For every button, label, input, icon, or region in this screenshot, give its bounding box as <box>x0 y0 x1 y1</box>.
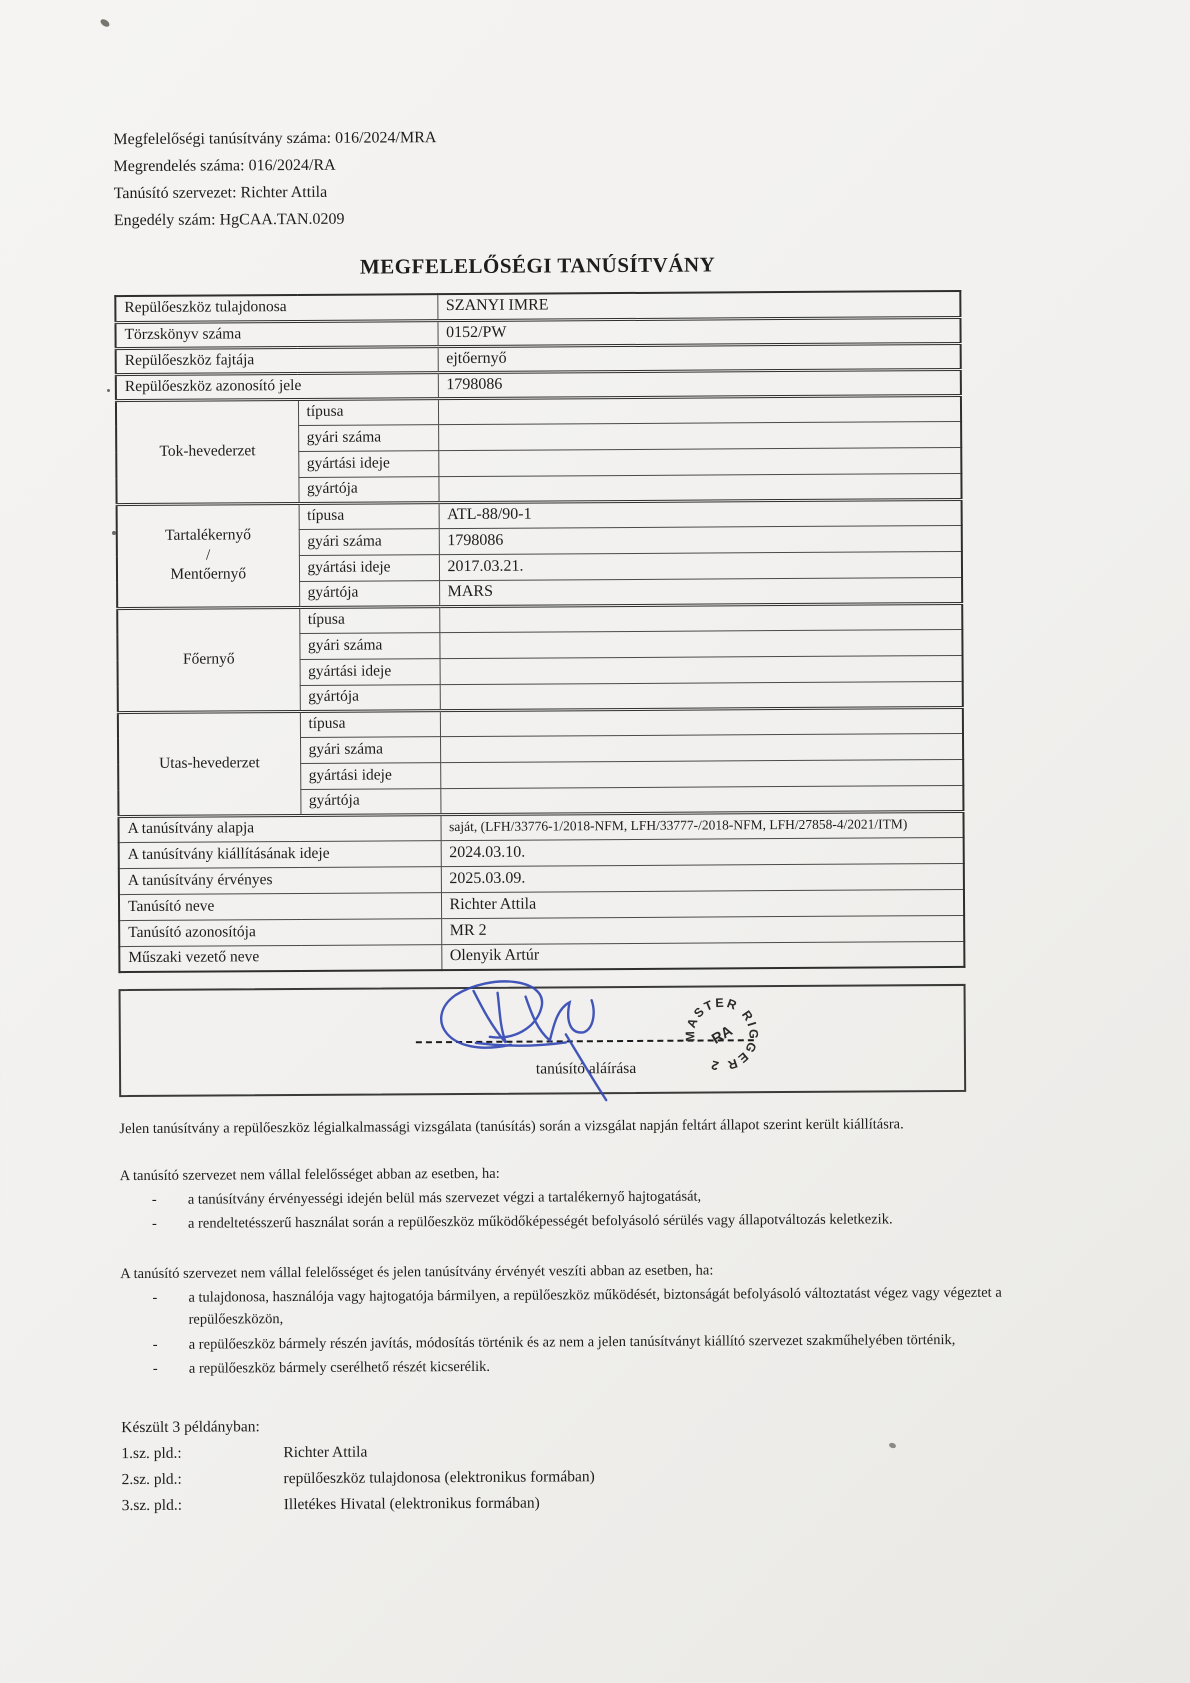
copy-value: Illetékes Hivatal (elektronikus formában) <box>283 1494 540 1513</box>
page-title: MEGFELELŐSÉGI TANÚSÍTVÁNY <box>359 252 716 279</box>
row-value: 2017.03.21. <box>439 551 962 580</box>
signature-ink <box>415 974 691 1106</box>
row-label: Műszaki vezető neve <box>119 944 441 972</box>
list-item-text: a repülőeszköz bármely részén javítás, módosítás történik és az nem a jelen tanúsítványt kiállító szervezet szakműhelyében történik, <box>188 1331 956 1353</box>
group-label: Tok-hevederzet <box>116 399 299 504</box>
list-item <box>152 1183 1050 1211</box>
certifier-org-line: Tanúsító szervezet: Richter Attila <box>113 183 328 203</box>
row-label: Tanúsító neve <box>119 892 441 920</box>
row-label: Törzskönyv száma <box>115 320 437 348</box>
row-value: MARS <box>439 577 962 606</box>
sub-label: gyártója <box>300 684 440 711</box>
row-value <box>439 603 962 632</box>
row-value <box>438 473 961 502</box>
row-value <box>439 629 962 658</box>
liability-heading: A tanúsító szervezet nem vállal felelősséget és jelen tanúsítvány érvényét veszíti abban az esetben, ha: <box>120 1262 714 1283</box>
row-label: A tanúsítvány alapja <box>118 814 440 842</box>
scan-artifact <box>112 531 116 535</box>
copy-label: 3.sz. pld.: <box>121 1496 183 1514</box>
sub-label: gyártási ideje <box>299 554 439 581</box>
copy-label: 2.sz. pld.: <box>121 1470 182 1488</box>
row-value: 0152/PW <box>437 317 960 346</box>
row-label: Tanúsító azonosítója <box>119 918 441 946</box>
copy-row <box>122 1486 1190 1519</box>
list-item <box>152 1281 1050 1331</box>
row-value: Richter Attila <box>441 889 964 918</box>
list-item-text: a repülőeszköz bármely cserélhető részét kicserélik. <box>188 1359 491 1378</box>
row-value <box>440 707 963 736</box>
list-item-text: a tanúsítvány érvényességi idején belül más szervezet végzi a tartalékernyő hajtogatását, <box>187 1188 702 1208</box>
sub-label: típusa <box>300 710 440 737</box>
row-value: 2024.03.10. <box>441 837 964 866</box>
row-value: 2025.03.09. <box>441 863 964 892</box>
group-label: Tartalékernyő / Mentőernyő <box>117 503 300 608</box>
dash-bullet: - <box>152 1336 158 1353</box>
dash-bullet: - <box>152 1361 158 1378</box>
row-value: Olenyik Artúr <box>441 941 964 970</box>
row-value <box>438 421 961 450</box>
sub-label: típusa <box>299 502 439 529</box>
order-number-line: Megrendelés száma: 016/2024/RA <box>113 156 336 176</box>
list-item-text: a rendeltetésszerű használat során a repülőeszköz működőképességét befolyásoló sérülés vagy állapotváltozás keletkezik. <box>187 1211 893 1233</box>
permit-number-line: Engedély szám: HgCAA.TAN.0209 <box>113 210 345 230</box>
row-value <box>440 655 963 684</box>
sub-label: típusa <box>299 606 439 633</box>
row-value <box>438 447 961 476</box>
row-value <box>440 785 963 814</box>
row-value <box>440 759 963 788</box>
row-label: A tanúsítvány érvényes <box>119 866 441 894</box>
stamp-ring-text: MASTER RIGGER 2 <box>683 995 761 1073</box>
signature-box <box>119 984 967 1097</box>
sub-label: gyári száma <box>298 424 438 451</box>
sub-label: típusa <box>298 398 438 425</box>
signature-caption: tanúsító aláírása <box>535 1059 637 1078</box>
sub-label: gyári száma <box>299 632 439 659</box>
sub-label: gyártója <box>299 580 439 607</box>
row-value: saját, (LFH/33776-1/2018-NFM, LFH/33777-/2018-NFM, LFH/27858-4/2021/ITM) <box>440 811 963 840</box>
row-label: Repülőeszköz tulajdonosa <box>115 294 437 322</box>
row-label: A tanúsítvány kiállításának ideje <box>119 840 441 868</box>
dash-bullet: - <box>151 1191 157 1208</box>
certificate-table <box>114 290 965 973</box>
dash-bullet: - <box>152 1289 158 1306</box>
row-value: MR 2 <box>441 915 964 944</box>
sub-label: gyártási ideje <box>298 450 438 477</box>
group-label: Utas-hevederzet <box>118 711 301 816</box>
row-value: ejtőernyő <box>438 343 961 372</box>
sub-label: gyártója <box>300 788 440 815</box>
copy-value: Richter Attila <box>283 1443 368 1461</box>
row-value: SZANYI IMRE <box>437 291 960 320</box>
sub-label: gyártója <box>298 476 438 503</box>
row-value <box>438 395 961 424</box>
document-header <box>113 120 1186 235</box>
row-label: Repülőeszköz fajtája <box>116 346 438 374</box>
row-value: 1798086 <box>439 525 962 554</box>
dash-bullet: - <box>151 1216 157 1233</box>
row-value <box>440 733 963 762</box>
list-item-text: a tulajdonosa, használója vagy hajtogatója bármilyen, a repülőeszköz működését, biztonságát befolyásoló változtatást végez vagy végeztet a repülőeszközön, <box>188 1284 1002 1329</box>
liability-section-1 <box>120 1162 1050 1236</box>
sub-label: gyártási ideje <box>300 658 440 685</box>
sub-label: gyártási ideje <box>300 762 440 789</box>
copies-heading: Készült 3 példányban: <box>121 1418 260 1436</box>
row-value: ATL-88/90-1 <box>439 499 962 528</box>
note-paragraph: Jelen tanúsítvány a repülőeszköz légialkalmassági vizsgálata (tanúsítás) során a vizsgálat napján feltárt állapot szerint került kiállításra. <box>119 1116 904 1138</box>
certificate-number-line: Megfelelőségi tanúsítvány száma: 016/2024/MRA <box>113 129 437 149</box>
stamp-center-text: RA <box>709 1023 736 1048</box>
sub-label: gyári száma <box>299 528 439 555</box>
row-value: 1798086 <box>438 369 961 398</box>
group-label: Főernyő <box>117 607 300 712</box>
liability-section-2 <box>120 1260 1051 1381</box>
table-row <box>119 941 964 972</box>
copy-label: 1.sz. pld.: <box>121 1444 182 1462</box>
row-label: Repülőeszköz azonosító jele <box>116 372 438 400</box>
list-item <box>152 1208 1050 1236</box>
sub-label: gyári száma <box>300 736 440 763</box>
list-item <box>153 1353 1051 1381</box>
scan-artifact <box>107 389 110 392</box>
list-item <box>153 1328 1051 1356</box>
liability-heading: A tanúsító szervezet nem vállal felelősséget abban az esetben, ha: <box>119 1165 500 1185</box>
row-value <box>440 681 963 710</box>
copies-block <box>121 1408 1190 1519</box>
copy-value: repülőeszköz tulajdonosa (elektronikus formában) <box>283 1468 595 1487</box>
